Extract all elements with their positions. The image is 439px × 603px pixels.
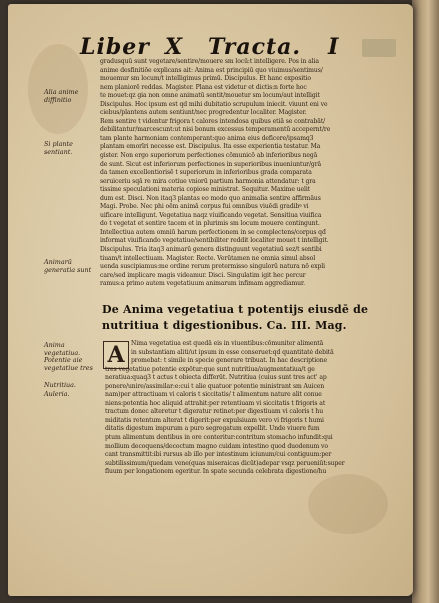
margin-note: Nutritiua. [44, 381, 76, 389]
header-liber: Liber [80, 34, 150, 60]
text-line: Nima vegetatiua est quedā eis in viuentibus:cōmuniter alimentā [131, 340, 324, 347]
text-line: ponere/unire/assimilar:e:cui t alie quatuor potentie ministrant sm Auicen [105, 382, 325, 390]
margin-note: Alia anime diffinitio [44, 88, 79, 104]
text-line: tres vegetatiue potentie expōtur:que sunt nutritiua/augmentatiua/t ge [105, 365, 315, 373]
text-line: cant transmittit:ibi rursus ab illo per intestinum iciunum/cui contiguum:per [105, 451, 332, 459]
paper-tab [362, 39, 396, 57]
margin-note: Anima vegetatiua. [44, 341, 81, 357]
text-line: mollium decoquens/decoctum magno cuidam intestino quod duodenum vo [105, 442, 328, 450]
text-line: ditatis digestum impurum a puro segregatum expellit. Unde viuere fum [105, 425, 320, 433]
drop-initial: A [103, 341, 129, 369]
text-line: tissime speculationi materia copiose ministrat. Sequitur. Maxime uelit [100, 186, 311, 194]
margin-note: Animarū generatia sunt [44, 258, 92, 274]
text-line: te mouet:qz gia non omne animatū sentit/mouetur sm locum/aut intelligit [100, 92, 320, 100]
section-2-text [105, 340, 397, 477]
text-line: tam plante harmoniam contemperant:quo anima eius deficere/ipsamq3 [100, 134, 314, 142]
section-1-text [100, 58, 400, 289]
text-line: informat viuificando vegetatiue/sentibiliter reddit localiter mouet t intelligit. [100, 237, 329, 245]
text-line: Discipulus. Tria itaq3 animarū genera distinguunt vegetatiuū sez/t sentibi [100, 246, 322, 254]
text-line: dum est. Disci. Non itaq3 plantas eo modo quo animalia sentire affirmāus [100, 194, 321, 202]
margin-note: Potentie aie vegetatiue tres [44, 356, 93, 372]
text-line: plantam emorīri necesse est. Discipulus. Ita esse experientia testatur. Ma [100, 143, 321, 151]
margin-note: Auleria. [44, 390, 70, 398]
text-line: gister. Non ergo superiorum perfectiones cōmunicō ab inferioribus negā [100, 152, 318, 160]
header-tracta: Tracta. [208, 34, 302, 60]
text-line: neratiua:quaq3 t actus t obiecta differūt. Nutritiua (cuius sunt tres act' ap [105, 374, 327, 382]
text-line: Rem sentire t videntur frigora t calores intendosa quibus etiā se contrabāt/ [100, 117, 326, 125]
header-numeral: X [165, 34, 184, 60]
text-line: da tamen excellentiorisē t superiorum in inferioribus grada comparata [100, 169, 312, 177]
text-line: subtilissimum/quedam vene(quas miseraicas dicūt)adepar vsqz perueniūt:super [105, 459, 345, 467]
text-line: ramus:a primo autem vegetatiuum animarum infimam aggrediamur. [100, 280, 305, 288]
text-line: in substantiam aliti/ut ipsum in esse conseruet:qd quantitaté debitā [131, 348, 334, 356]
text-line: Discipulus. Hoc ipsum est qd mihi dubitatio scrupulum iniecit. viuunt eni ve [100, 100, 328, 108]
chapter-heading: De Anima vegetatiua t potentijs eiusdē de nutritiua t digestionibus. Ca. III. Mag. [102, 303, 369, 332]
text-line: debilitantur/marcescunt:ut nisi bonum excessus temperamentū accepernt/re [100, 126, 331, 134]
text-line: fluum per longationem egeritur. In spate secunda celebrata digestione/hu [105, 468, 327, 476]
text-line: mouemur sm locum/t intelligimus primū. Discipulus. Et hanc expositio [100, 75, 311, 83]
text-line: uenda suscipiamus:me ordine rerum pretermisso singulorū natura nō expli [100, 263, 326, 271]
text-line: ciebus/plantens autem sentiunt/nec progredentur localiter. Magister. [100, 109, 307, 117]
text-line: do t vegetat et sentire tacem et in plurimis sm locum mouere contingunt. [100, 220, 320, 228]
text-line: nem planiorē reddas. Magister. Plana est videtur et dictis:n forte hoc [100, 83, 307, 91]
text-line: niens:potentia hoc aliquid attrahit:per retentiuam vi siccitatis t frigoris at [105, 399, 326, 407]
text-line: care/sed implicare magis videamur. Disci. Singulatim igit hec percur [100, 271, 306, 279]
page-stain [308, 474, 388, 534]
text-line: nam)per attractiuam vi caloris t siccitatis/ t alimentum nature alit conue [105, 391, 322, 399]
text-line: Intellectiua autem omniū harum perfectionem in se complectens/corpus qđ [100, 228, 326, 236]
text-line: tiuam/t intellectiuam. Magister. Recte. Verūtamen ne omnia simul absol [100, 254, 316, 262]
margin-note: Si plante sentiant. [44, 140, 73, 156]
text-line: miditatis retentum alterat t digerit:per expulsiuam vero vi frigoris t humi [105, 416, 324, 424]
text-line: gradusquū sunt vegetare/sentire/mouere sm locū:t intelligere. Pos in alia [100, 58, 319, 65]
header-number: I [328, 34, 340, 60]
book-gutter [412, 0, 439, 603]
text-line: Magi. Probe. Nec phi oēm animā corpus fui omnibus viuēdi gradibꝰ vi [100, 203, 309, 211]
text-line: promebat: t simile in specie generare tribuat. In hac descriptione [131, 357, 327, 365]
text-line: tractum donec alteretur t digeratur retinet:per digestiuam vi caloris t hu [105, 408, 324, 416]
text-line: ptum alimentum dentibus in ore conteritur:contritum stomacho infundit:qui [105, 434, 333, 442]
text-line: anime desfinitiōe explicans ait: Anima est principiū quo viuimus/sentimus/ [100, 66, 323, 74]
text-line: de sunt. Sicut est inferiorum perfectiones in superioribus inueniuntur/grā [100, 160, 322, 168]
text-line: uificare intelligunt. Vegetatiua naqz viuificando vegetat. Sensitiua viuifica [100, 211, 322, 219]
text-line: seruiceriu sqā re mira cotiue vniorū partium harmonia attendatur: t gra [100, 177, 316, 185]
